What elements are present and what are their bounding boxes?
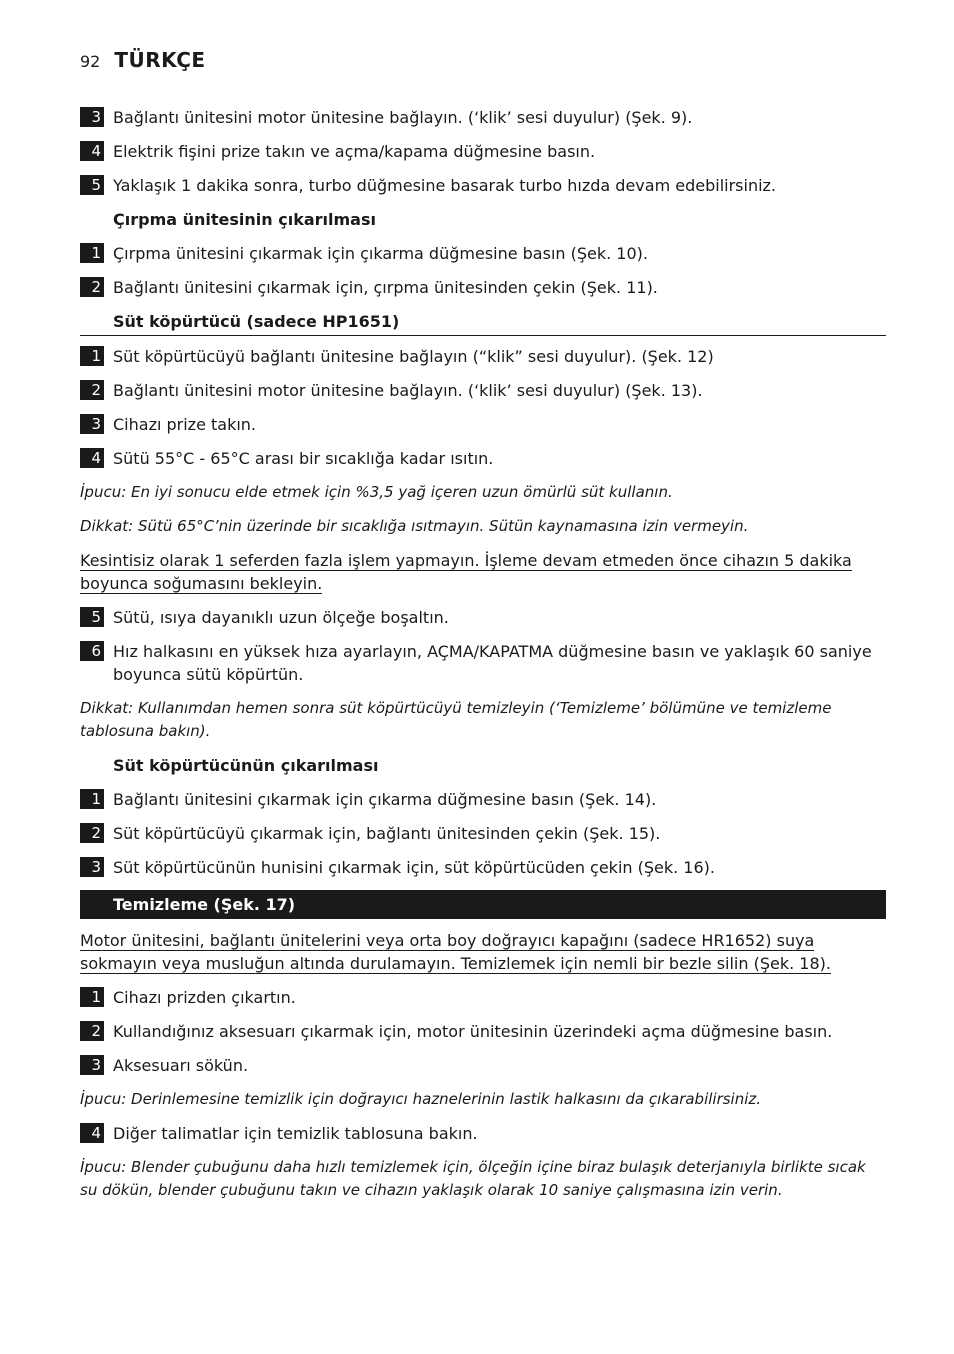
step-item xyxy=(80,447,886,470)
step-number: 2 xyxy=(80,277,104,297)
page-number: 92 xyxy=(80,52,101,71)
page-header xyxy=(80,48,206,74)
step-number: 4 xyxy=(80,1123,104,1143)
language-title: TÜRKÇE xyxy=(114,48,206,72)
step-text: Süt köpürtücüyü çıkarmak için, bağlantı ünitesinden çekin (Şek. 15). xyxy=(113,824,661,843)
step-number: 1 xyxy=(80,243,104,263)
warning-note xyxy=(80,549,886,595)
step-number: 4 xyxy=(80,448,104,468)
step-item xyxy=(80,856,886,879)
step-item xyxy=(80,1122,886,1145)
step-text: Bağlantı ünitesini motor ünitesine bağlayın. (‘klik’ sesi duyulur) (Şek. 9). xyxy=(113,108,693,127)
step-item xyxy=(80,640,886,686)
step-number: 2 xyxy=(80,823,104,843)
step-text: Sütü 55°C - 65°C arası bir sıcaklığa kadar ısıtın. xyxy=(113,449,494,468)
step-number: 5 xyxy=(80,175,104,195)
step-text: Elektrik fişini prize takın ve açma/kapama düğmesine basın. xyxy=(113,142,596,161)
caution-note: Dikkat: Kullanımdan hemen sonra süt köpürtücüyü temizleyin (‘Temizleme’ bölümüne ve temizleme tablosuna bakın). xyxy=(80,699,832,740)
step-text: Cihazı prizden çıkartın. xyxy=(113,988,296,1007)
step-text: Diğer talimatlar için temizlik tablosuna bakın. xyxy=(113,1124,478,1143)
step-item xyxy=(80,788,886,811)
step-item xyxy=(80,174,886,197)
tip-note: İpucu: En iyi sonucu elde etmek için %3,5 yağ içeren uzun ömürlü süt kullanın. xyxy=(80,483,673,501)
step-number: 1 xyxy=(80,346,104,366)
tip-note: İpucu: Blender çubuğunu daha hızlı temizlemek için, ölçeğin içine biraz bulaşık deterjanıyla birlikte sıcak su dökün, blender çubuğunu takın ve cihazın yaklaşık olarak 10 saniye çalışmasına izin verin. xyxy=(80,1158,866,1199)
step-item xyxy=(80,276,886,299)
page-content xyxy=(80,106,886,1213)
step-text: Aksesuarı sökün. xyxy=(113,1056,249,1075)
caution-note: Dikkat: Sütü 65°C’nin üzerinde bir sıcaklığa ısıtmayın. Sütün kaynamasına izin vermeyin. xyxy=(80,517,749,535)
step-text: Sütü, ısıya dayanıklı uzun ölçeğe boşaltın. xyxy=(113,608,449,627)
step-item xyxy=(80,822,886,845)
step-number: 5 xyxy=(80,607,104,627)
warning-text: Kesintisiz olarak 1 seferden fazla işlem yapmayın. İşleme devam etmeden önce cihazın 5 dakika boyunca soğumasını bekleyin. xyxy=(80,551,852,593)
step-text: Süt köpürtücüyü bağlantı ünitesine bağlayın (“klik” sesi duyulur). (Şek. 12) xyxy=(113,347,714,366)
tip-note: İpucu: Derinlemesine temizlik için doğrayıcı haznelerinin lastik halkasını da çıkarabilirsiniz. xyxy=(80,1090,762,1108)
step-item xyxy=(80,413,886,436)
step-number: 3 xyxy=(80,857,104,877)
subheading-frother-removal: Süt köpürtücünün çıkarılması xyxy=(113,756,379,775)
step-text: Bağlantı ünitesini çıkarmak için çıkarma düğmesine basın (Şek. 14). xyxy=(113,790,657,809)
step-text: Hız halkasını en yüksek hıza ayarlayın, AÇMA/KAPATMA düğmesine basın ve yaklaşık 60 saniye boyunca sütü köpürtün. xyxy=(113,642,872,684)
step-text: Kullandığınız aksesuarı çıkarmak için, motor ünitesinin üzerindeki açma düğmesine basın. xyxy=(113,1022,833,1041)
step-number: 1 xyxy=(80,789,104,809)
step-number: 2 xyxy=(80,1021,104,1041)
step-text: Yaklaşık 1 dakika sonra, turbo düğmesine basarak turbo hızda devam edebilirsiniz. xyxy=(113,176,777,195)
step-number: 2 xyxy=(80,380,104,400)
subheading-whisk-removal: Çırpma ünitesinin çıkarılması xyxy=(113,210,376,229)
step-number: 3 xyxy=(80,107,104,127)
step-number: 4 xyxy=(80,141,104,161)
step-item xyxy=(80,1054,886,1077)
step-item xyxy=(80,140,886,163)
step-text: Çırpma ünitesini çıkarmak için çıkarma düğmesine basın (Şek. 10). xyxy=(113,244,648,263)
step-text: Bağlantı ünitesini çıkarmak için, çırpma ünitesinden çekin (Şek. 11). xyxy=(113,278,658,297)
step-item xyxy=(80,606,886,629)
step-item xyxy=(80,986,886,1009)
warning-note xyxy=(80,929,886,975)
step-text: Bağlantı ünitesini motor ünitesine bağlayın. (‘klik’ sesi duyulur) (Şek. 13). xyxy=(113,381,703,400)
step-number: 6 xyxy=(80,641,104,661)
step-text: Süt köpürtücünün hunisini çıkarmak için, süt köpürtücüden çekin (Şek. 16). xyxy=(113,858,715,877)
step-item xyxy=(80,106,886,129)
warning-text: Motor ünitesini, bağlantı ünitelerini veya orta boy doğrayıcı kapağını (sadece HR1652) suya sokmayın veya musluğun altında durulamayın. Temizlemek için nemli bir bezle silin (Şek. 18). xyxy=(80,931,831,973)
step-item xyxy=(80,242,886,265)
section-header-cleaning: Temizleme (Şek. 17) xyxy=(80,890,886,919)
step-number: 1 xyxy=(80,987,104,1007)
subheading-milk-frother: Süt köpürtücü (sadece HP1651) xyxy=(80,310,886,336)
step-number: 3 xyxy=(80,414,104,434)
step-text: Cihazı prize takın. xyxy=(113,415,257,434)
step-number: 3 xyxy=(80,1055,104,1075)
step-item xyxy=(80,1020,886,1043)
step-item xyxy=(80,345,886,368)
step-item xyxy=(80,379,886,402)
